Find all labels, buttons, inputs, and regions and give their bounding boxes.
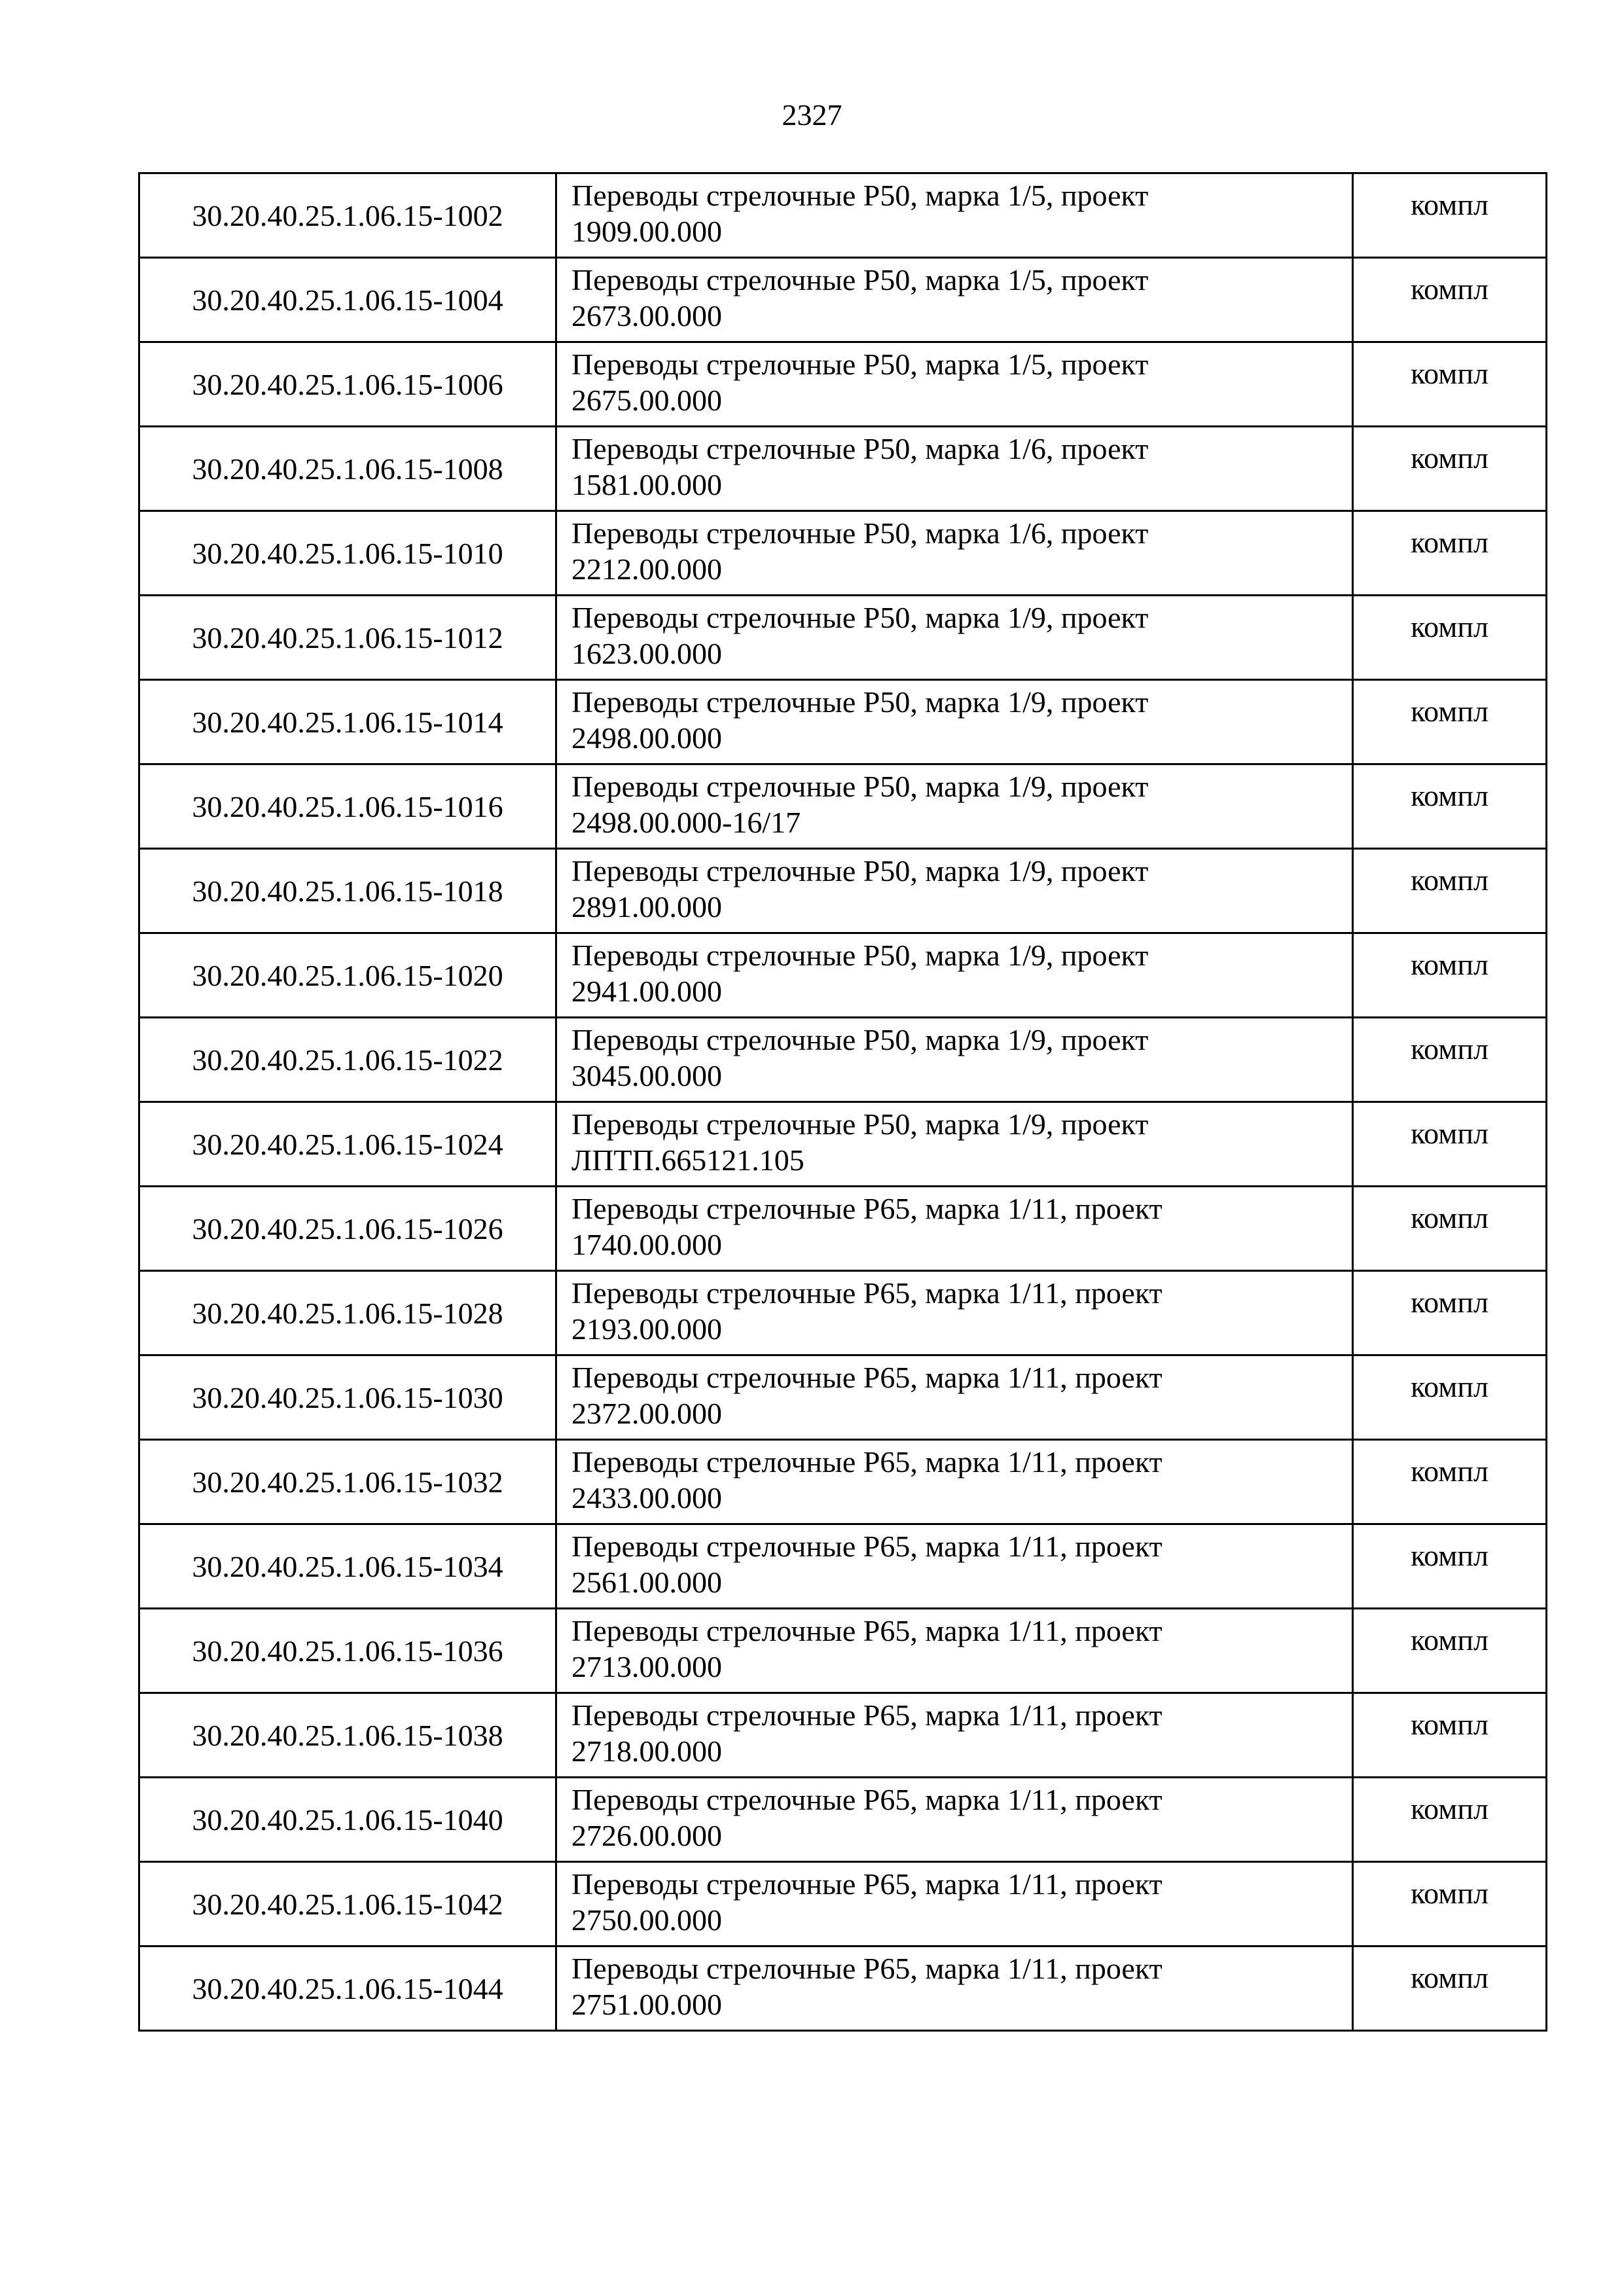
cell-code: 30.20.40.25.1.06.15-1032 (139, 1440, 556, 1524)
cell-code: 30.20.40.25.1.06.15-1020 (139, 933, 556, 1018)
cell-name (556, 1946, 1353, 2031)
table-row (139, 1102, 1547, 1187)
cell-name-line2: 1909.00.000 (571, 215, 722, 248)
cell-unit-text: компл (1411, 187, 1489, 221)
cell-name-line2: 1623.00.000 (571, 637, 722, 670)
table-row (139, 1609, 1547, 1693)
table-row (139, 680, 1547, 764)
table-row (139, 342, 1547, 427)
cell-name-line2: 1740.00.000 (571, 1228, 722, 1261)
cell-unit (1353, 1018, 1547, 1102)
cell-code: 30.20.40.25.1.06.15-1024 (139, 1102, 556, 1187)
cell-code: 30.20.40.25.1.06.15-1014 (139, 680, 556, 764)
cell-name-line1: Переводы стрелочные Р65, марка 1/11, проект (571, 1276, 1163, 1310)
table-row (139, 1018, 1547, 1102)
cell-unit (1353, 680, 1547, 764)
cell-name-text (571, 1782, 1345, 1854)
cell-unit-text: компл (1411, 1200, 1489, 1234)
cell-unit (1353, 1609, 1547, 1693)
table-row (139, 173, 1547, 258)
cell-name (556, 1355, 1353, 1440)
cell-name-text (571, 262, 1345, 334)
cell-unit (1353, 1102, 1547, 1187)
cell-name (556, 1018, 1353, 1102)
cell-name-text (571, 515, 1345, 587)
cell-code: 30.20.40.25.1.06.15-1012 (139, 596, 556, 680)
cell-name-text (571, 431, 1345, 503)
cell-name-text (571, 1022, 1345, 1094)
cell-unit (1353, 1862, 1547, 1946)
cell-name-line1: Переводы стрелочные Р50, марка 1/9, проект (571, 685, 1149, 719)
cell-name-line1: Переводы стрелочные Р65, марка 1/11, проект (571, 1952, 1163, 1985)
cell-name-line2: 2675.00.000 (571, 384, 722, 417)
cell-code: 30.20.40.25.1.06.15-1006 (139, 342, 556, 427)
cell-name (556, 1693, 1353, 1778)
cell-unit (1353, 596, 1547, 680)
cell-name-text (571, 684, 1345, 756)
cell-unit-text: компл (1411, 694, 1489, 728)
cell-name-line2: 2498.00.000 (571, 721, 722, 755)
cell-name-line1: Переводы стрелочные Р50, марка 1/9, проект (571, 1107, 1149, 1141)
cell-name-line2: 2673.00.000 (571, 299, 722, 332)
cell-name-line1: Переводы стрелочные Р65, марка 1/11, проект (571, 1361, 1163, 1394)
cell-name-line1: Переводы стрелочные Р50, марка 1/9, проект (571, 601, 1149, 634)
cell-code: 30.20.40.25.1.06.15-1026 (139, 1187, 556, 1271)
cell-name-text (571, 600, 1345, 672)
cell-name-line1: Переводы стрелочные Р50, марка 1/9, проект (571, 854, 1149, 888)
cell-name-text (571, 1697, 1345, 1769)
cell-name (556, 1524, 1353, 1609)
cell-code: 30.20.40.25.1.06.15-1034 (139, 1524, 556, 1609)
cell-name-text (571, 937, 1345, 1009)
cell-unit-text: компл (1411, 863, 1489, 897)
cell-unit (1353, 511, 1547, 596)
cell-name-text (571, 1275, 1345, 1347)
cell-unit-text: компл (1411, 1960, 1489, 1994)
cell-unit (1353, 427, 1547, 511)
cell-name (556, 1187, 1353, 1271)
table-row (139, 1440, 1547, 1524)
cell-name (556, 1271, 1353, 1355)
cell-name (556, 680, 1353, 764)
cell-code: 30.20.40.25.1.06.15-1028 (139, 1271, 556, 1355)
cell-unit-text: компл (1411, 778, 1489, 812)
cell-name (556, 511, 1353, 596)
cell-name-line1: Переводы стрелочные Р65, марка 1/11, проект (571, 1445, 1163, 1479)
table-row (139, 764, 1547, 849)
cell-name-line2: 3045.00.000 (571, 1059, 722, 1092)
cell-name-text (571, 1359, 1345, 1431)
cell-name (556, 342, 1353, 427)
cell-code: 30.20.40.25.1.06.15-1038 (139, 1693, 556, 1778)
cell-name-text (571, 1950, 1345, 2022)
table-row (139, 1862, 1547, 1946)
table-row (139, 1187, 1547, 1271)
cell-unit-text: компл (1411, 1791, 1489, 1825)
cell-name (556, 427, 1353, 511)
cell-code: 30.20.40.25.1.06.15-1002 (139, 173, 556, 258)
cell-name (556, 1778, 1353, 1862)
cell-name (556, 258, 1353, 342)
table-row (139, 1778, 1547, 1862)
cell-code: 30.20.40.25.1.06.15-1040 (139, 1778, 556, 1862)
cell-name (556, 933, 1353, 1018)
cell-name-line2: 2941.00.000 (571, 975, 722, 1008)
cell-unit-text: компл (1411, 1538, 1489, 1572)
cell-name-line1: Переводы стрелочные Р65, марка 1/11, проект (571, 1614, 1163, 1647)
cell-name-text (571, 1613, 1345, 1685)
cell-unit (1353, 933, 1547, 1018)
cell-unit-text: компл (1411, 356, 1489, 390)
cell-name-line2: 2212.00.000 (571, 552, 722, 586)
cell-name-text (571, 1191, 1345, 1263)
cell-name-line1: Переводы стрелочные Р65, марка 1/11, проект (571, 1783, 1163, 1816)
cell-name-text (571, 1106, 1345, 1178)
cell-name-text (571, 1866, 1345, 1938)
cell-name-line1: Переводы стрелочные Р50, марка 1/5, проект (571, 348, 1149, 381)
cell-unit-text: компл (1411, 1707, 1489, 1741)
table-row (139, 1524, 1547, 1609)
cell-name-line2: 2498.00.000-16/17 (571, 806, 801, 839)
cell-name-line2: 2713.00.000 (571, 1650, 722, 1683)
cell-name-line2: 2561.00.000 (571, 1566, 722, 1599)
cell-name (556, 1862, 1353, 1946)
table-row (139, 596, 1547, 680)
cell-name-text (571, 1444, 1345, 1516)
cell-unit (1353, 849, 1547, 933)
cell-name-text (571, 177, 1345, 249)
cell-name-line2: 2750.00.000 (571, 1903, 722, 1937)
cell-code: 30.20.40.25.1.06.15-1030 (139, 1355, 556, 1440)
cell-unit-text: компл (1411, 440, 1489, 475)
cell-name-line1: Переводы стрелочные Р50, марка 1/5, проект (571, 179, 1149, 212)
cell-name-line1: Переводы стрелочные Р50, марка 1/9, проект (571, 939, 1149, 972)
table-row (139, 1946, 1547, 2031)
cell-name (556, 849, 1353, 933)
cell-unit (1353, 1778, 1547, 1862)
resource-table (138, 172, 1547, 2032)
cell-unit (1353, 1440, 1547, 1524)
cell-name-line1: Переводы стрелочные Р50, марка 1/6, проект (571, 516, 1149, 550)
cell-unit (1353, 1271, 1547, 1355)
cell-name-line2: 2718.00.000 (571, 1734, 722, 1768)
cell-name-line2: 2433.00.000 (571, 1481, 722, 1515)
cell-unit (1353, 764, 1547, 849)
cell-unit-text: компл (1411, 1454, 1489, 1488)
cell-code: 30.20.40.25.1.06.15-1018 (139, 849, 556, 933)
table-row (139, 849, 1547, 933)
cell-name-line1: Переводы стрелочные Р65, марка 1/11, проект (571, 1530, 1163, 1563)
cell-unit-text: компл (1411, 525, 1489, 559)
cell-name-line1: Переводы стрелочные Р65, марка 1/11, проект (571, 1698, 1163, 1732)
cell-code: 30.20.40.25.1.06.15-1036 (139, 1609, 556, 1693)
cell-code: 30.20.40.25.1.06.15-1008 (139, 427, 556, 511)
cell-unit-text: компл (1411, 1369, 1489, 1403)
table-row (139, 1355, 1547, 1440)
cell-unit (1353, 1946, 1547, 2031)
table-row (139, 427, 1547, 511)
cell-unit-text: компл (1411, 1031, 1489, 1066)
cell-unit-text: компл (1411, 1876, 1489, 1910)
cell-unit (1353, 1187, 1547, 1271)
cell-unit-text: компл (1411, 947, 1489, 981)
cell-unit-text: компл (1411, 1623, 1489, 1657)
cell-name (556, 764, 1353, 849)
cell-name-line2: 2372.00.000 (571, 1397, 722, 1430)
cell-name (556, 1609, 1353, 1693)
cell-name-text (571, 853, 1345, 925)
cell-code: 30.20.40.25.1.06.15-1042 (139, 1862, 556, 1946)
table-row (139, 511, 1547, 596)
cell-name-line2: ЛПТП.665121.105 (571, 1143, 804, 1177)
cell-unit-text: компл (1411, 609, 1489, 643)
cell-name-line2: 2751.00.000 (571, 1988, 722, 2021)
cell-name-line1: Переводы стрелочные Р65, марка 1/11, проект (571, 1867, 1163, 1901)
cell-unit (1353, 1693, 1547, 1778)
cell-name (556, 173, 1353, 258)
table-row (139, 258, 1547, 342)
page-number: 2327 (782, 98, 842, 132)
cell-name-line2: 2193.00.000 (571, 1312, 722, 1346)
cell-code: 30.20.40.25.1.06.15-1010 (139, 511, 556, 596)
cell-name-line2: 1581.00.000 (571, 468, 722, 501)
cell-name-line2: 2891.00.000 (571, 890, 722, 924)
cell-unit (1353, 342, 1547, 427)
table-row (139, 1693, 1547, 1778)
cell-unit-text: компл (1411, 272, 1489, 306)
cell-code: 30.20.40.25.1.06.15-1004 (139, 258, 556, 342)
cell-name (556, 1440, 1353, 1524)
cell-name (556, 1102, 1353, 1187)
cell-name-line1: Переводы стрелочные Р50, марка 1/6, проект (571, 432, 1149, 465)
cell-name-line2: 2726.00.000 (571, 1819, 722, 1852)
cell-name-text (571, 768, 1345, 840)
cell-name-line1: Переводы стрелочные Р50, марка 1/9, проект (571, 1023, 1149, 1056)
cell-name-text (571, 346, 1345, 418)
cell-name-line1: Переводы стрелочные Р50, марка 1/9, проект (571, 770, 1149, 803)
table-body (139, 173, 1547, 2031)
cell-code: 30.20.40.25.1.06.15-1044 (139, 1946, 556, 2031)
cell-unit (1353, 258, 1547, 342)
cell-code: 30.20.40.25.1.06.15-1016 (139, 764, 556, 849)
cell-code: 30.20.40.25.1.06.15-1022 (139, 1018, 556, 1102)
cell-unit-text: компл (1411, 1116, 1489, 1150)
table-row (139, 1271, 1547, 1355)
table-row (139, 933, 1547, 1018)
cell-unit (1353, 1355, 1547, 1440)
cell-unit-text: компл (1411, 1285, 1489, 1319)
cell-name-line1: Переводы стрелочные Р50, марка 1/5, проект (571, 263, 1149, 296)
cell-unit (1353, 173, 1547, 258)
cell-name-text (571, 1528, 1345, 1600)
cell-unit (1353, 1524, 1547, 1609)
cell-name (556, 596, 1353, 680)
cell-name-line1: Переводы стрелочные Р65, марка 1/11, проект (571, 1192, 1163, 1225)
